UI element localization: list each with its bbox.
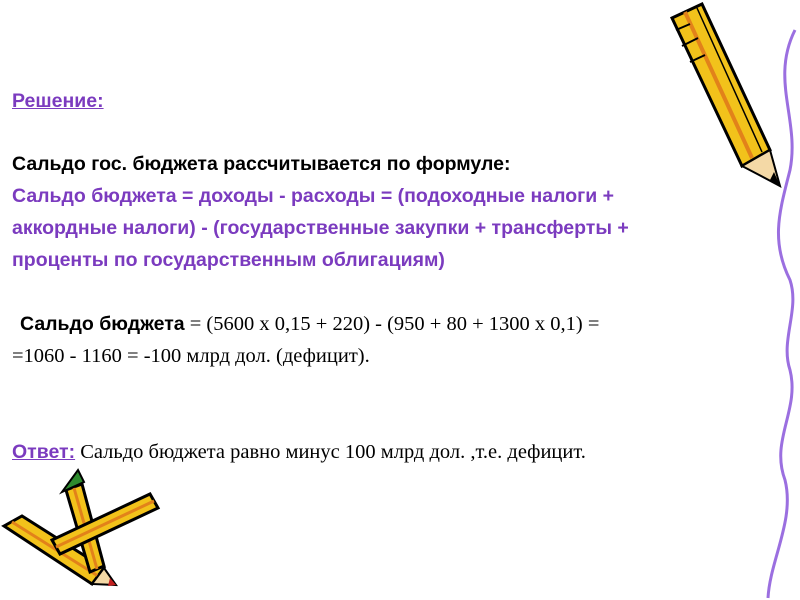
crossed-pencils-icon <box>4 470 158 586</box>
answer-line <box>12 440 586 464</box>
answer-text: Сальдо бюджета равно минус 100 млрд дол. ,т.е. дефицит. <box>75 441 586 463</box>
calculation-line <box>20 312 599 336</box>
formula-intro: Сальдо гос. бюджета рассчитывается по формуле: <box>12 153 511 175</box>
formula-line-2: аккордные налоги) - (государственные закупки + трансферты + <box>12 217 629 239</box>
solution-heading: Решение: <box>12 90 104 112</box>
formula-line-3: проценты по государственным облигациям) <box>12 249 445 271</box>
formula-line-1: Сальдо бюджета = доходы - расходы = (подоходные налоги + <box>12 185 615 207</box>
calc-label: Сальдо бюджета <box>20 313 185 335</box>
pencil-icon <box>672 4 780 186</box>
calc-result: =1060 - 1160 = -100 млрд дол. (дефицит). <box>12 345 370 367</box>
calc-expression: = (5600 х 0,15 + 220) - (950 + 80 + 1300 х 0,1) = <box>184 313 600 335</box>
answer-label: Ответ: <box>12 441 76 463</box>
squiggle-line <box>768 30 795 598</box>
